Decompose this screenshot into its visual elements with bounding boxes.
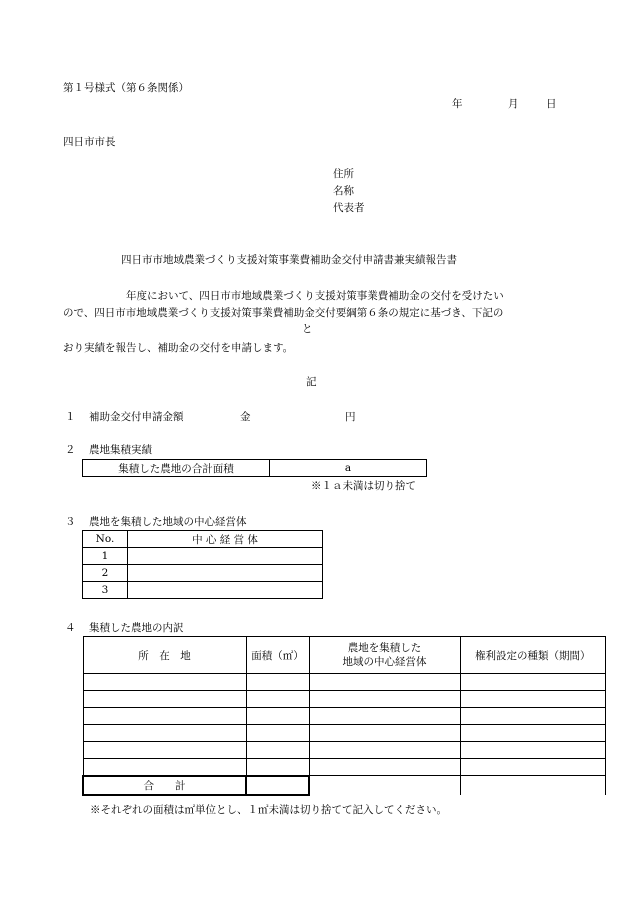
addressee: 四日市市長 xyxy=(63,136,116,148)
section3-row-number: 2 xyxy=(83,565,128,582)
body-line-3: おり実績を報告し、補助金の交付を申請します。 xyxy=(63,342,294,354)
section3-row-entity-cell xyxy=(128,548,323,565)
section4-total-label: 合 計 xyxy=(83,776,246,795)
section3-table xyxy=(82,530,323,599)
date-month-label: 月 xyxy=(508,98,519,110)
section4-data-row xyxy=(83,708,606,725)
section3-header-no: No. xyxy=(83,531,128,548)
section1-label: 補助金交付申請金額 xyxy=(89,411,184,423)
section1-number: １ xyxy=(65,411,76,423)
applicant-address-label: 住所 xyxy=(333,168,354,180)
section4-total-row xyxy=(83,776,606,795)
section4-total-area-cell xyxy=(246,776,309,795)
section4-header-area: 面積（㎡） xyxy=(246,637,309,674)
date-day-label: 日 xyxy=(546,98,557,110)
body-line-2: ので、四日市市地域農業づくり支援対策事業費補助金交付要綱第６条の規定に基づき、下記の xyxy=(63,307,504,319)
form-number: 第１号様式（第６条関係） xyxy=(63,82,189,94)
ki-heading: 記 xyxy=(306,376,317,388)
section4-data-row xyxy=(83,742,606,759)
section4-data-row xyxy=(83,725,606,742)
section4-number: ４ xyxy=(65,622,76,634)
section3-row-entity-cell xyxy=(128,565,323,582)
section2-cell-label: 集積した農地の合計面積 xyxy=(83,460,270,477)
body-line-2-tail: と xyxy=(302,323,313,335)
section3-label: 農地を集積した地域の中心経営体 xyxy=(89,516,247,528)
section4-header-location: 所 在 地 xyxy=(83,637,246,674)
date-year-label: 年 xyxy=(452,98,463,110)
section4-data-row xyxy=(83,691,606,708)
section2-label: 農地集積実績 xyxy=(89,444,152,456)
section4-total-empty-cell xyxy=(309,776,460,795)
applicant-name-label: 名称 xyxy=(333,185,354,197)
section2-note: ※１ａ未満は切り捨て xyxy=(311,480,416,492)
section3-row-entity-cell xyxy=(128,582,323,599)
section4-label: 集積した農地の内訳 xyxy=(89,622,184,634)
section4-header-rights: 権利設定の種類（期間） xyxy=(460,637,606,674)
section4-table xyxy=(82,636,606,796)
section4-header-entity-line2: 地域の中心経営体 xyxy=(342,656,427,668)
section1-en: 円 xyxy=(345,411,356,423)
section4-data-row xyxy=(83,759,606,776)
applicant-representative-label: 代表者 xyxy=(333,202,365,214)
section4-total-empty-cell xyxy=(460,776,606,795)
section1-kin: 金 xyxy=(240,411,251,423)
section4-note: ※それぞれの面積は㎡単位とし、１㎡未満は切り捨てて記入してください。 xyxy=(90,804,447,816)
document-title: 四日市市地域農業づくり支援対策事業費補助金交付申請書兼実績報告書 xyxy=(121,254,457,266)
section3-row-number: 1 xyxy=(83,548,128,565)
section4-data-row xyxy=(83,674,606,691)
body-line-1: 年度において、四日市市地域農業づくり支援対策事業費補助金の交付を受けたい xyxy=(126,290,504,302)
section3-header-entity: 中 心 経 営 体 xyxy=(128,531,323,548)
section4-header-entity xyxy=(309,637,460,674)
section2-unit-cell: a xyxy=(270,460,427,477)
section2-number: ２ xyxy=(65,444,76,456)
section2-table xyxy=(82,459,427,477)
section3-number: ３ xyxy=(65,516,76,528)
section4-header-entity-line1: 農地を集積した xyxy=(347,641,422,654)
section3-row-number: 3 xyxy=(83,582,128,599)
